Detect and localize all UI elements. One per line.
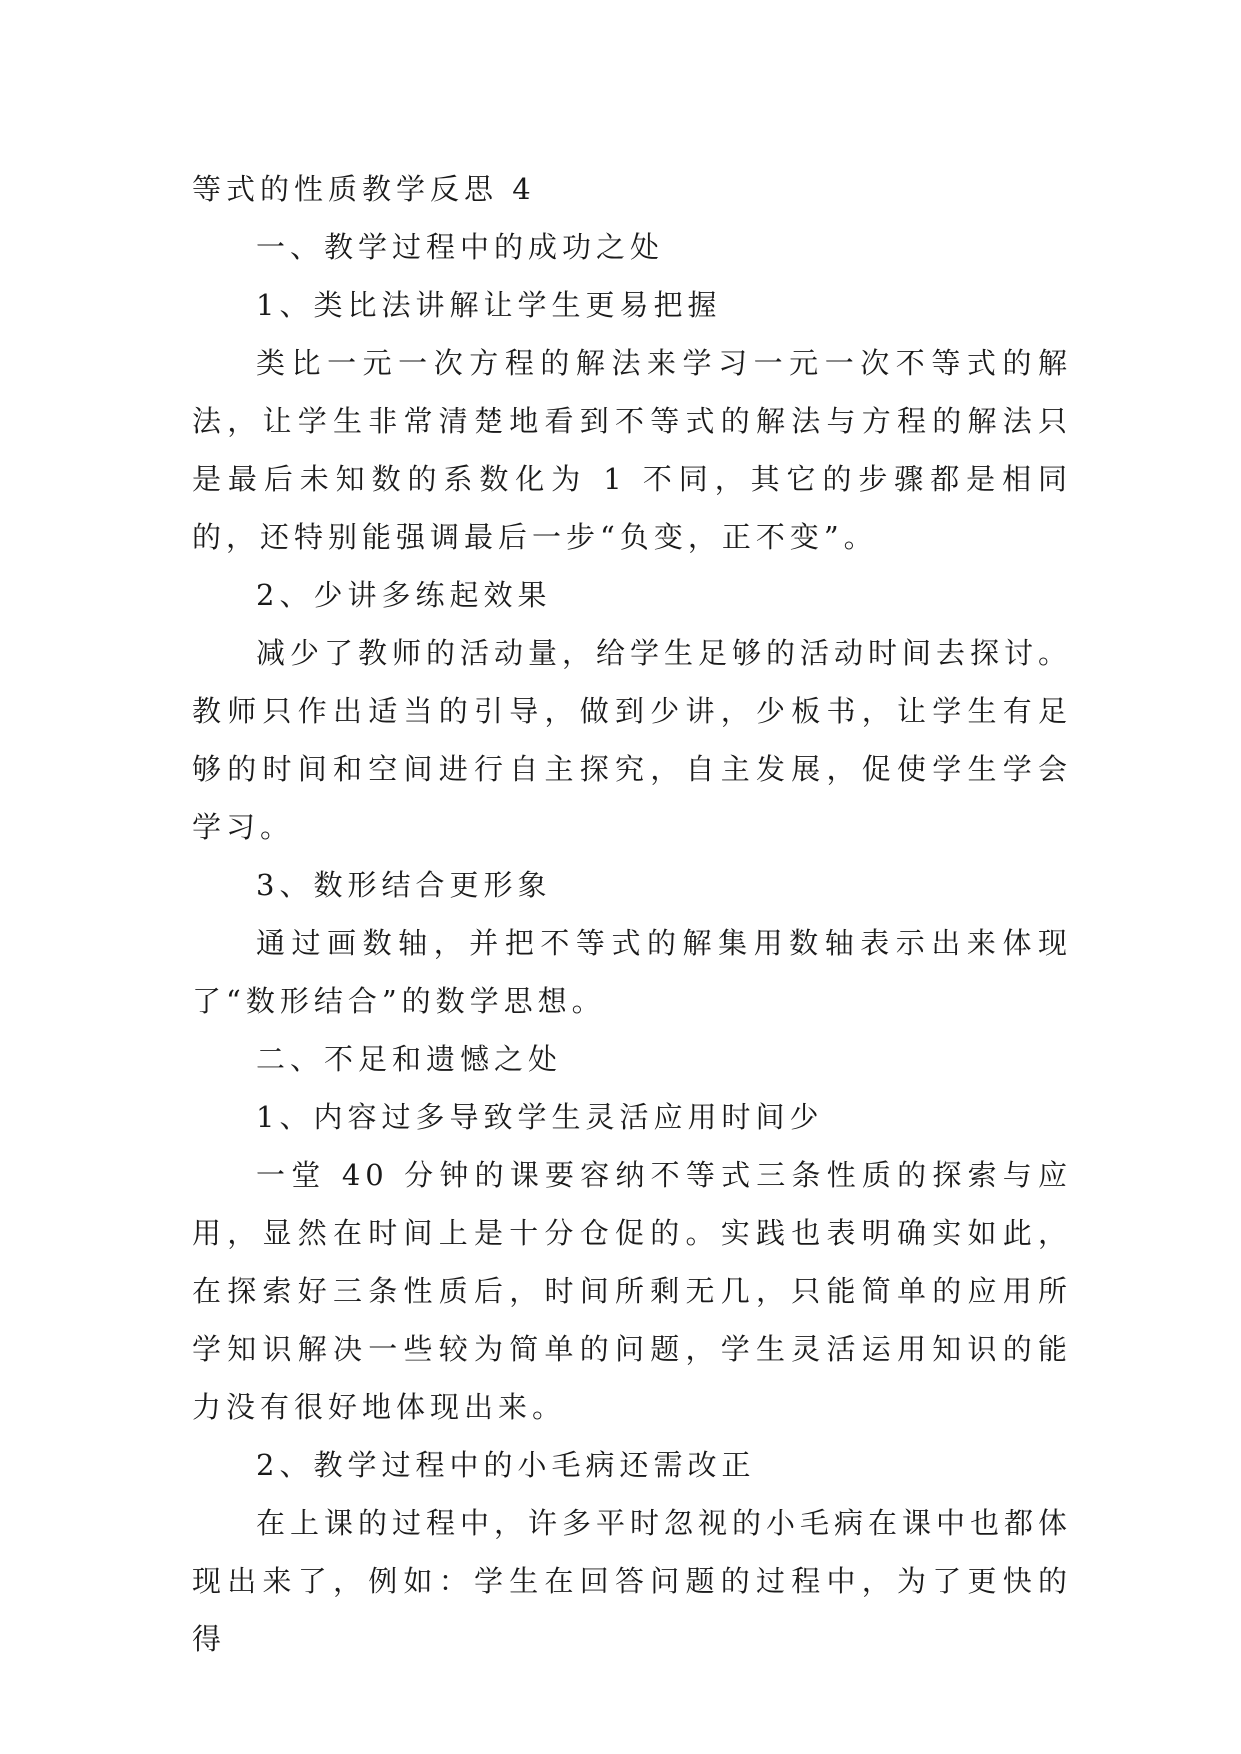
item-text-too-much-content: 一堂 40 分钟的课要容纳不等式三条性质的探索与应用，显然在时间上是十分仓促的。实践也表明确实如此，在探索好三条性质后，时间所剩无几，只能简单的应用所学知识解决一些较为简单的问题，学生灵活运用知识的能力没有很好地体现出来。 — [192, 1158, 1072, 1424]
item-heading-too-much-content: 1、内容过多导致学生灵活应用时间少 — [256, 1100, 824, 1134]
item-text-analogy: 类比一元一次方程的解法来学习一元一次不等式的解法，让学生非常清楚地看到不等式的解法与方程的解法只是最后未知数的系数化为 1 不同，其它的步骤都是相同的，还特别能强调最后一步“负变，正不变”。 — [192, 346, 1072, 554]
item-heading-less-talk: 2、少讲多练起效果 — [256, 578, 552, 612]
section-heading-shortcomings: 二、不足和遗憾之处 — [256, 1042, 563, 1076]
item-heading-small-problems: 2、教学过程中的小毛病还需改正 — [256, 1448, 756, 1482]
item-text-less-talk: 减少了教师的活动量，给学生足够的活动时间去探讨。教师只作出适当的引导，做到少讲，少板书，让学生有足够的时间和空间进行自主探究，自主发展，促使学生学会学习。 — [192, 636, 1073, 844]
section-heading-successes: 一、教学过程中的成功之处 — [256, 230, 665, 264]
item-heading-analogy: 1、类比法讲解让学生更易把握 — [256, 288, 722, 322]
document-page — [192, 160, 1072, 1668]
item-heading-number-shape: 3、数形结合更形象 — [256, 868, 552, 902]
document-title: 等式的性质教学反思 4 — [192, 172, 536, 206]
item-text-number-shape: 通过画数轴，并把不等式的解集用数轴表示出来体现了“数形结合”的数学思想。 — [192, 926, 1072, 1018]
item-text-small-problems: 在上课的过程中，许多平时忽视的小毛病在课中也都体现出来了，例如：学生在回答问题的过程中，为了更快的得 — [192, 1506, 1073, 1656]
